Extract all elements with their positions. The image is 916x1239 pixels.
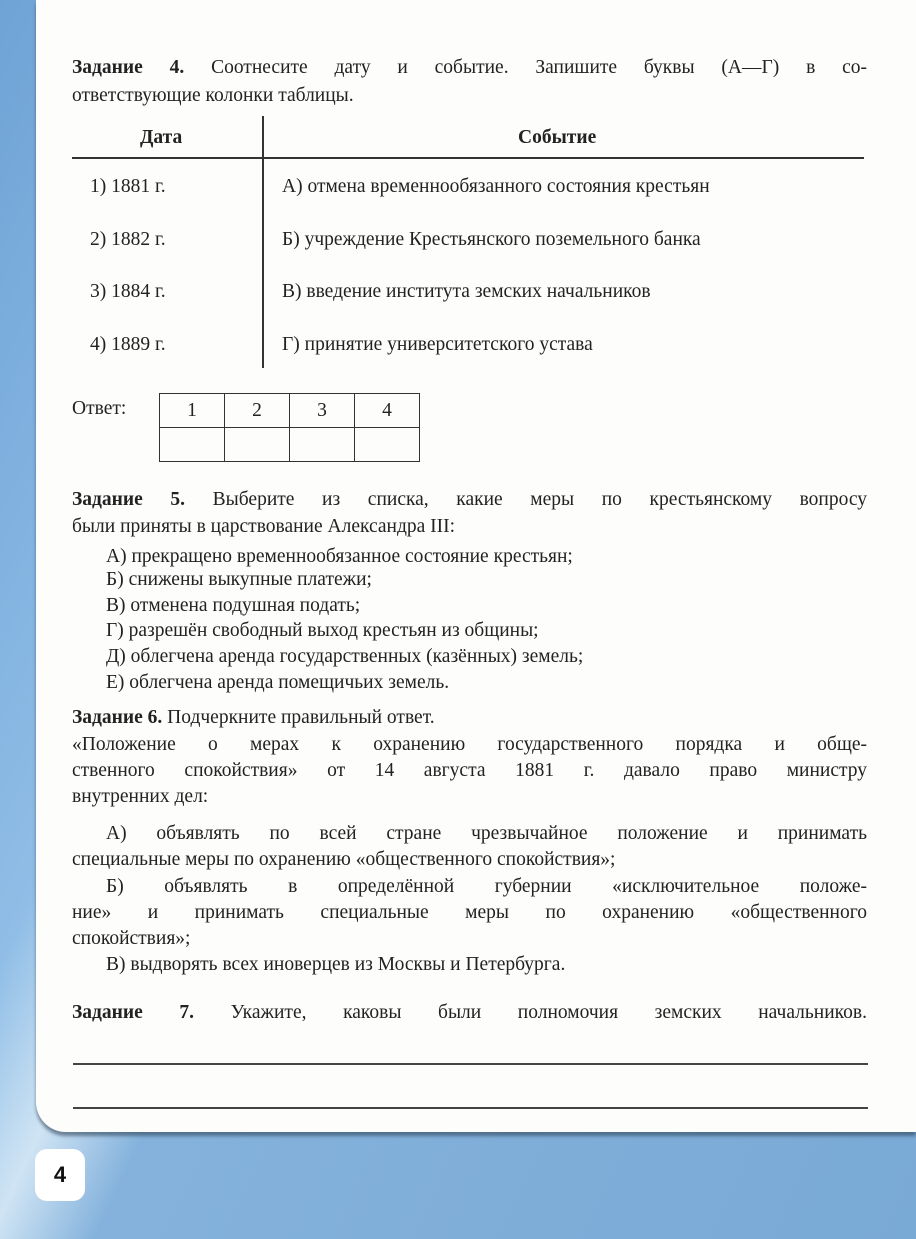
row-event: В) введение института земских начальников [282, 281, 651, 302]
table-divider [262, 116, 264, 368]
task4-line-2: ответствующие колонки таблицы. [72, 85, 354, 106]
task5-option: Г) разрешён свободный выход крестьян из общины; [106, 620, 539, 641]
task7-line [72, 1001, 867, 1025]
task4-line-1 [72, 56, 867, 80]
col-date: Дата [140, 127, 183, 148]
answer-line[interactable] [73, 1063, 868, 1065]
task5-option: Е) облегчена аренда помещичьих земель. [106, 672, 450, 693]
row-event: Г) принятие университетского устава [282, 334, 593, 355]
page-number: 4 [35, 1149, 85, 1201]
answer-label: Ответ: [72, 398, 127, 419]
answer-col-3: 3 [290, 394, 355, 428]
task5-label: Задание 5. [72, 489, 186, 510]
task6-option-a[interactable]: А) объявлять по всей стране чрезвычайное положение и принимать [106, 823, 867, 844]
task7-text: Укажите, каковы были полномочия земских начальников. [230, 1002, 867, 1023]
answer-line[interactable] [73, 1107, 868, 1109]
answer-cell-2[interactable] [225, 428, 290, 462]
task4-label: Задание 4. [72, 57, 185, 78]
answer-col-4: 4 [355, 394, 420, 428]
row-date: 4) 1889 г. [90, 334, 166, 355]
task6-label: Задание 6. [72, 707, 163, 728]
task6-text: «Положение о мерах к охранению государственного порядка и обще- [72, 734, 867, 755]
table-header-rule [72, 157, 864, 159]
row-date: 2) 1882 г. [90, 229, 166, 250]
row-date: 1) 1881 г. [90, 176, 166, 197]
task6-option-b[interactable]: спокойствия»; [72, 928, 191, 949]
col-event: Событие [518, 127, 597, 148]
task5-line-2: были приняты в царствование Александра III: [72, 516, 456, 537]
row-event: А) отмена временнообязанного состояния крестьян [282, 176, 710, 197]
row-event: Б) учреждение Крестьянского поземельного банка [282, 229, 701, 250]
answer-cell-3[interactable] [290, 428, 355, 462]
task6-intro: Подчеркните правильный ответ. [167, 707, 435, 728]
task4-text: Соотнесите дату и событие. Запишите буквы (А—Г) в со- [211, 57, 867, 78]
answer-cell-4[interactable] [355, 428, 420, 462]
answer-col-2: 2 [225, 394, 290, 428]
task5-option: Б) снижены выкупные платежи; [106, 569, 372, 590]
task7-label: Задание 7. [72, 1002, 194, 1023]
task6-option-c[interactable]: В) выдворять всех иноверцев из Москвы и Петербурга. [106, 954, 566, 975]
task6-text: ственного спокойствия» от 14 августа 1881 г. давало право министру [72, 760, 867, 781]
task5-option: Д) облегчена аренда государственных (казённых) земель; [106, 646, 584, 667]
task5-line-1 [72, 488, 867, 512]
task5-option: В) отменена подушная подать; [106, 595, 361, 616]
task6-text: внутренних дел: [72, 786, 209, 807]
task6-option-b[interactable]: ние» и принимать специальные меры по охранению «общественного [72, 902, 867, 923]
answer-col-1: 1 [160, 394, 225, 428]
answer-table [159, 393, 420, 462]
task6-option-b[interactable]: Б) объявлять в определённой губернии «исключительное положе- [106, 876, 867, 897]
row-date: 3) 1884 г. [90, 281, 166, 302]
task6-option-a[interactable]: специальные меры по охранению «общественного спокойствия»; [72, 849, 616, 870]
task6-line-1 [72, 706, 435, 730]
task5-option: А) прекращено временнообязанное состояние крестьян; [106, 546, 573, 567]
answer-cell-1[interactable] [160, 428, 225, 462]
task5-text: Выберите из списка, какие меры по крестьянскому вопросу [212, 489, 867, 510]
